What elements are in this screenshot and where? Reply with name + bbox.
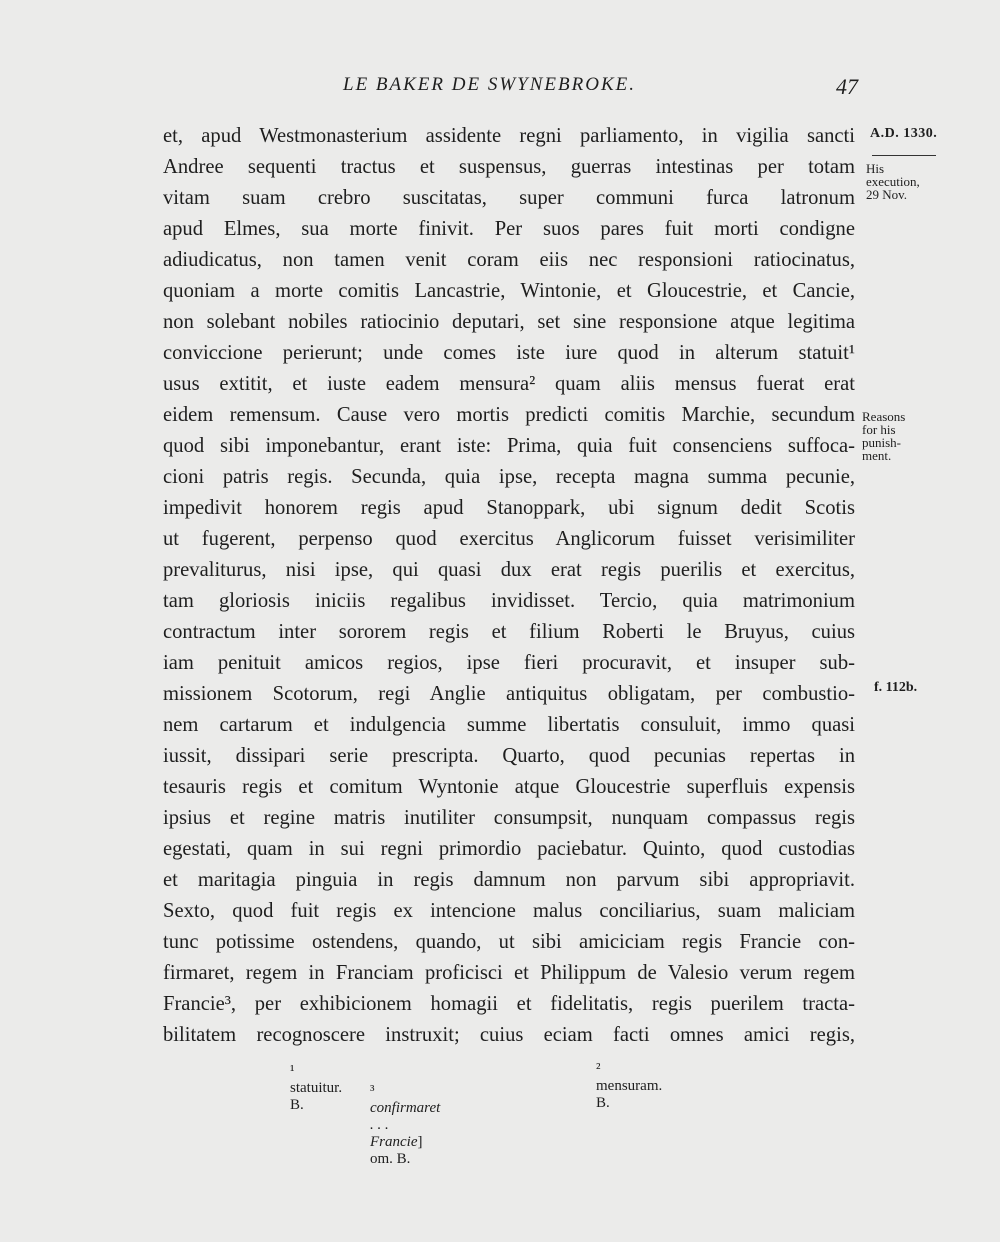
text-line: Andree sequenti tractus et suspensus, guerras intestinas per totam [163, 156, 855, 178]
margin-note-line: Reasons [862, 409, 906, 424]
text-line: cioni patris regis. Secunda, quia ipse, recepta magna summa pecunie, [163, 466, 855, 488]
text-line: tam gloriosis iniciis regalibus invidisset. Tercio, quia matrimonium [163, 590, 855, 612]
text-line: prevaliturus, nisi ipse, qui quasi dux erat regis puerilis et exercitus, [163, 559, 855, 581]
margin-note-folio: f. 112b. [874, 680, 918, 695]
text-line: apud Elmes, sua morte finivit. Per suos pares fuit morti condigne [163, 218, 855, 240]
text-line: vitam suam crebro suscitatas, super communi furca latronum [163, 187, 855, 209]
text-line: impedivit honorem regis apud Stanoppark, ubi signum dedit Scotis [163, 497, 855, 519]
margin-note-line: ment. [862, 448, 892, 463]
text-line: quoniam a morte comitis Lancastrie, Wintonie, et Gloucestrie, et Cancie, [163, 280, 855, 302]
footnote-3-mark: ³ [370, 1083, 375, 1099]
text-line: bilitatem recognoscere instruxit; cuius eciam facti omnes amici regis, [163, 1024, 855, 1046]
margin-note-line: punish- [862, 435, 901, 450]
text-line: Francie³, per exhibicionem homagii et fidelitatis, regis puerilem tracta- [163, 993, 855, 1015]
footnote-2: ² mensuram. B. [596, 1061, 663, 1111]
text-line: ipsius et regine matris inutiliter consumpsit, nunquam compassus regis [163, 807, 855, 829]
text-line: firmaret, regem in Franciam proficisci et Philippum de Valesio verum regem [163, 962, 855, 984]
text-line: nem cartarum et indulgencia summe libertatis consuluit, immo quasi [163, 714, 855, 736]
text-line: et, apud Westmonasterium assidente regni parliamento, in vigilia sancti [163, 125, 855, 147]
text-line: adiudicatus, non tamen venit coram eiis nec responsioni ratiocinatus, [163, 249, 855, 271]
body-text [163, 121, 855, 1051]
footnote-3-lemma: confirmaret . . . Francie [370, 1100, 441, 1150]
page-number: 47 [836, 74, 858, 99]
text-line: quod sibi imponebantur, erant iste: Prima, quia fuit consenciens suffoca- [163, 435, 855, 457]
text-line: egestati, quam in sui regni primordio paciebatur. Quinto, quod custodias [163, 838, 855, 860]
margin-note-line: 29 Nov. [866, 187, 908, 202]
footnote-3 [370, 1083, 440, 1168]
text-line: et maritagia pinguia in regis damnum non parvum sibi appropriavit. [163, 869, 855, 891]
margin-note-reasons [862, 410, 942, 462]
text-line: usus extitit, et iuste eadem mensura² quam aliis mensus fuerat erat [163, 373, 855, 395]
text-line: tesauris regis et comitum Wyntonie atque Gloucestrie superfluis expensis [163, 776, 855, 798]
margin-note-rule [872, 155, 936, 156]
text-line: ut fugerent, perpenso quod exercitus Anglicorum fuisset verisimiliter [163, 528, 855, 550]
text-line: iam penituit amicos regios, ipse fieri procuravit, et insuper sub- [163, 652, 855, 674]
text-line: contractum inter sororem regis et filium Roberti le Bruyus, cuius [163, 621, 855, 643]
footnote-1: ¹ statuitur. B. [290, 1063, 343, 1113]
footnote-3-note: ] om. B. [370, 1134, 423, 1167]
text-line: iussit, dissipari serie prescripta. Quarto, quod pecunias repertas in [163, 745, 855, 767]
running-title: LE BAKER DE SWYNEBROKE. [343, 74, 636, 95]
margin-note-line: execution, [866, 174, 920, 189]
margin-note-line: for his [862, 422, 896, 437]
text-line: tunc potissime ostendens, quando, ut sibi amiciciam regis Francie con- [163, 931, 855, 953]
margin-note-execution [866, 162, 956, 201]
margin-note-date: A.D. 1330. [870, 126, 938, 141]
text-line: conviccione perierunt; unde comes iste iure quod in alterum statuit¹ [163, 342, 855, 364]
text-line: non solebant nobiles ratiocinio deputari, set sine responsione atque legitima [163, 311, 855, 333]
text-line: eidem remensum. Cause vero mortis predicti comitis Marchie, secundum [163, 404, 855, 426]
margin-note-line: His [866, 161, 885, 176]
text-line: missionem Scotorum, regi Anglie antiquitus obligatam, per combustio- [163, 683, 855, 705]
text-line: Sexto, quod fuit regis ex intencione malus conciliarius, suam maliciam [163, 900, 855, 922]
